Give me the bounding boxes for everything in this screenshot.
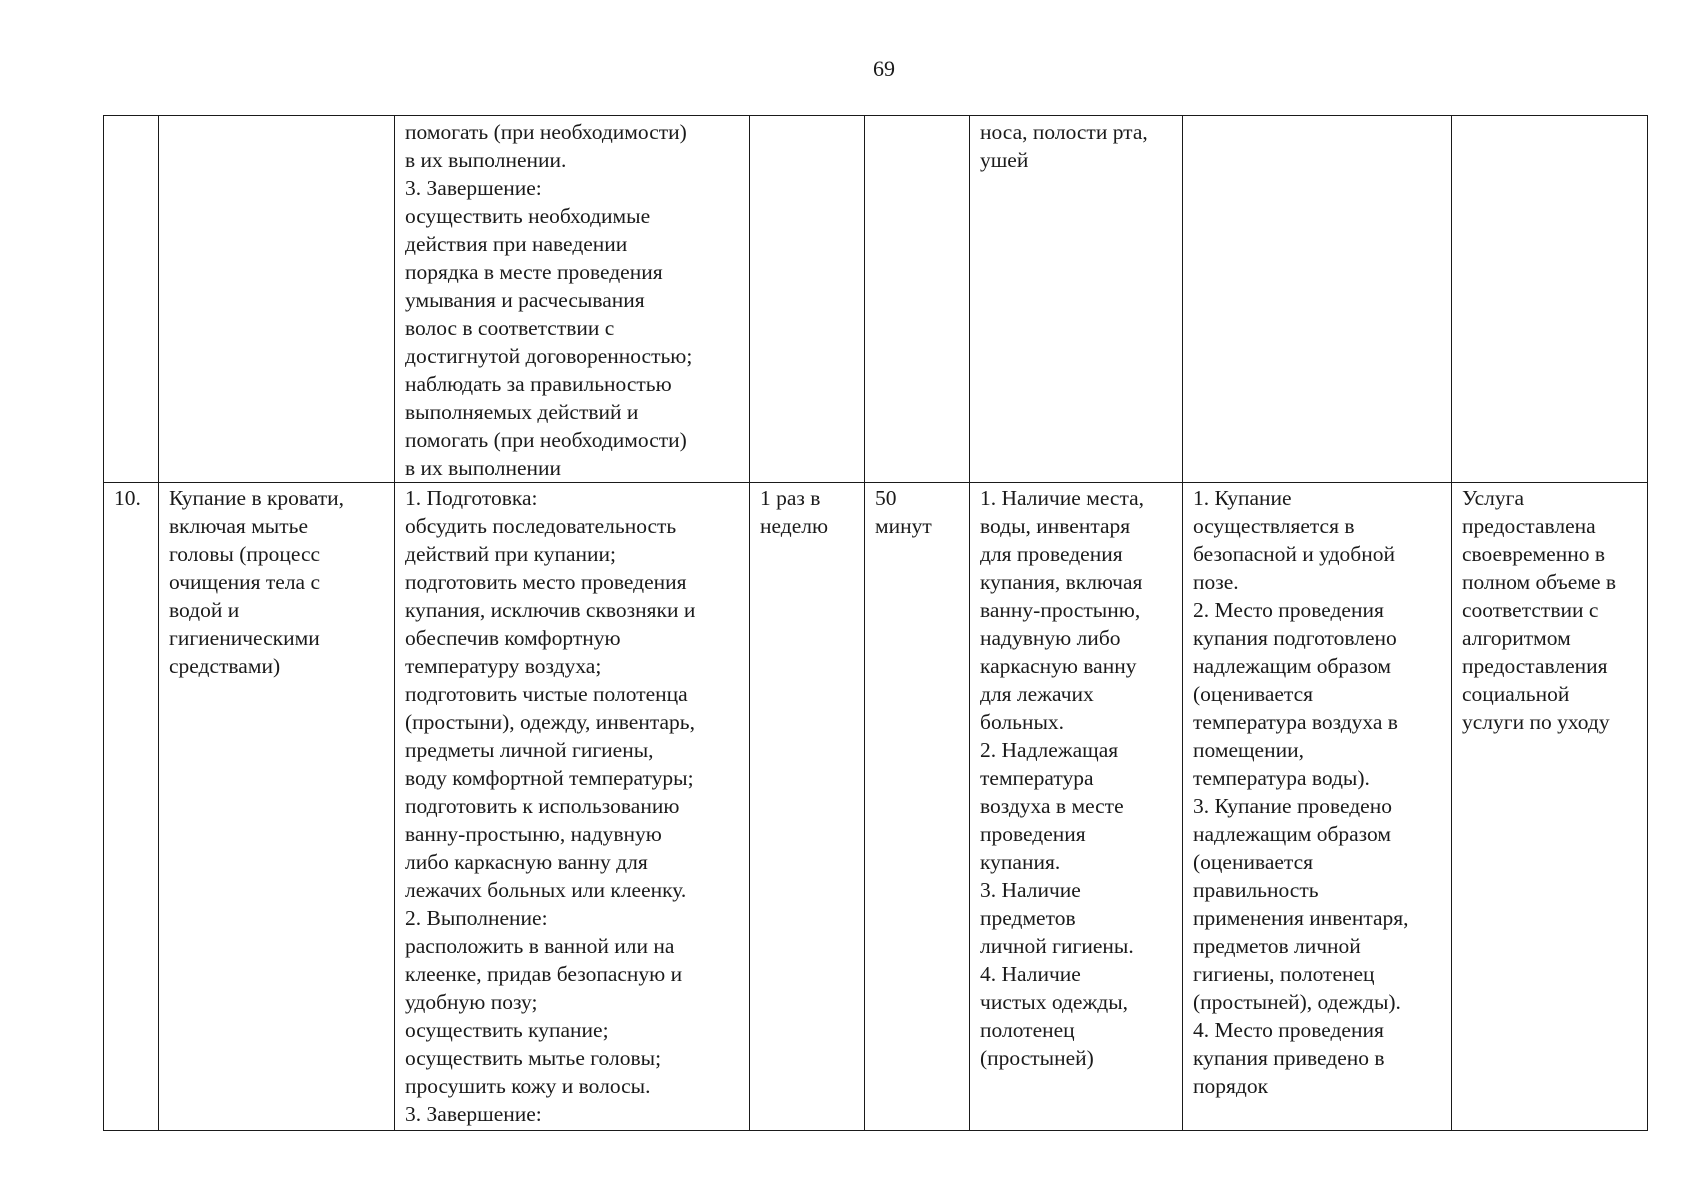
cell-line: удобную позу; [405, 990, 538, 1014]
cell-line: предметы личной гигиены, [405, 738, 654, 762]
cell-line: Услуга [1462, 486, 1525, 510]
cell-line: подготовить к использованию [405, 794, 680, 818]
cell-line: чистых одежды, [980, 990, 1129, 1014]
cell-line: (оценивается [1193, 682, 1314, 706]
table-row-continued [104, 116, 1648, 483]
cell-line: воздуха в месте [980, 794, 1124, 818]
cell-line: 2. Надлежащая [980, 738, 1119, 762]
cell-duration [865, 116, 970, 483]
cell-line: для лежачих [980, 682, 1094, 706]
cell-line: (простыней), одежды). [1193, 990, 1401, 1014]
cell-line: 2. Выполнение: [405, 906, 548, 930]
cell-line: 3. Завершение: [405, 1102, 542, 1126]
cell-line: алгоритмом [1462, 626, 1571, 650]
cell-number [104, 483, 159, 1131]
cell-line: осуществляется в [1193, 514, 1355, 538]
cell-line: полном объеме в [1462, 570, 1617, 594]
cell-line: гигиеническими [169, 626, 320, 650]
cell-line: средствами) [169, 654, 281, 678]
services-table [103, 115, 1648, 1131]
cell-duration [865, 483, 970, 1131]
cell-line: купания. [980, 850, 1061, 874]
cell-line: для проведения [980, 542, 1123, 566]
cell-line: купания приведено в [1193, 1046, 1385, 1070]
cell-line: купания подготовлено [1193, 626, 1397, 650]
cell-line: безопасной и удобной [1193, 542, 1395, 566]
cell-line: помещении, [1193, 738, 1304, 762]
cell-line: наблюдать за правильностью [405, 372, 672, 396]
cell-frequency [750, 483, 865, 1131]
cell-line: (простыни), одежду, инвентарь, [405, 710, 695, 734]
cell-line: достигнутой договоренностью; [405, 344, 693, 368]
cell-line: 3. Купание проведено [1193, 794, 1392, 818]
cell-line: действия при наведении [405, 232, 628, 256]
cell-service-name [159, 116, 395, 483]
cell-line: выполняемых действий и [405, 400, 639, 424]
cell-line: действий при купании; [405, 542, 617, 566]
cell-line: (оценивается [1193, 850, 1314, 874]
cell-line: (простыней) [980, 1046, 1094, 1070]
cell-line: лежачих больных или клеенку. [405, 878, 687, 902]
cell-line: осуществить мытье головы; [405, 1046, 662, 1070]
cell-frequency [750, 116, 865, 483]
cell-line: 10. [114, 486, 141, 510]
cell-line: предметов личной [1193, 934, 1361, 958]
cell-line: в их выполнении. [405, 148, 567, 172]
cell-line: в их выполнении [405, 456, 562, 480]
cell-line: правильность [1193, 878, 1319, 902]
cell-line: 1. Подготовка: [405, 486, 538, 510]
cell-line: температуру воздуха; [405, 654, 602, 678]
cell-line: проведения [980, 822, 1086, 846]
cell-line: надлежащим образом [1193, 822, 1391, 846]
cell-line: ванну-простыню, [980, 598, 1141, 622]
cell-line: предоставления [1462, 654, 1608, 678]
cell-line: применения инвентаря, [1193, 906, 1409, 930]
cell-line: волос в соответствии с [405, 316, 615, 340]
cell-line: осуществить необходимые [405, 204, 651, 228]
cell-line: 1. Наличие места, [980, 486, 1145, 510]
cell-line: купания, исключив сквозняки и [405, 598, 696, 622]
cell-number [104, 116, 159, 483]
cell-line: подготовить место проведения [405, 570, 687, 594]
cell-line: ванну-простыню, надувную [405, 822, 662, 846]
cell-line: просушить кожу и волосы. [405, 1074, 651, 1098]
cell-line: Купание в кровати, [169, 486, 345, 510]
cell-evaluation [1452, 483, 1648, 1131]
table-row-10 [104, 483, 1648, 1131]
cell-line: очищения тела с [169, 570, 321, 594]
cell-line: либо каркасную ванну для [405, 850, 648, 874]
cell-line: каркасную ванну [980, 654, 1137, 678]
cell-line: 4. Место проведения [1193, 1018, 1384, 1042]
page-number: 69 [873, 56, 895, 81]
cell-line: социальной [1462, 682, 1570, 706]
cell-line: температура воды). [1193, 766, 1370, 790]
cell-line: температура воздуха в [1193, 710, 1398, 734]
cell-line: клеенке, придав безопасную и [405, 962, 683, 986]
cell-line: ушей [980, 148, 1029, 172]
cell-line: 3. Наличие [980, 878, 1081, 902]
cell-line: своевременно в [1462, 542, 1605, 566]
cell-description [395, 116, 750, 483]
cell-line: осуществить купание; [405, 1018, 609, 1042]
cell-line: гигиены, полотенец [1193, 962, 1375, 986]
cell-line: 1. Купание [1193, 486, 1292, 510]
cell-line: позе. [1193, 570, 1239, 594]
cell-line: 2. Место проведения [1193, 598, 1384, 622]
cell-line: помогать (при необходимости) [405, 428, 687, 452]
cell-line: больных. [980, 710, 1065, 734]
cell-quality-indicators [1183, 116, 1452, 483]
cell-description [395, 483, 750, 1131]
cell-line: помогать (при необходимости) [405, 120, 687, 144]
cell-line: температура [980, 766, 1094, 790]
cell-line: 4. Наличие [980, 962, 1081, 986]
cell-line: обсудить последовательность [405, 514, 677, 538]
cell-conditions [970, 483, 1183, 1131]
cell-line: 1 раз в [760, 486, 821, 510]
cell-line: расположить в ванной или на [405, 934, 675, 958]
cell-line: воды, инвентаря [980, 514, 1131, 538]
cell-line: обеспечив комфортную [405, 626, 621, 650]
cell-line: подготовить чистые полотенца [405, 682, 688, 706]
cell-line: надувную либо [980, 626, 1121, 650]
cell-line: 3. Завершение: [405, 176, 542, 200]
cell-line: предметов [980, 906, 1076, 930]
cell-line: надлежащим образом [1193, 654, 1391, 678]
cell-line: умывания и расчесывания [405, 288, 645, 312]
cell-line: неделю [760, 514, 829, 538]
cell-line: порядок [1193, 1074, 1269, 1098]
cell-line: порядка в месте проведения [405, 260, 663, 284]
cell-service-name [159, 483, 395, 1131]
cell-quality-indicators [1183, 483, 1452, 1131]
cell-line: предоставлена [1462, 514, 1596, 538]
cell-line: головы (процесс [169, 542, 321, 566]
cell-line: услуги по уходу [1462, 710, 1610, 734]
cell-line: полотенец [980, 1018, 1075, 1042]
cell-line: воду комфортной температуры; [405, 766, 694, 790]
cell-line: личной гигиены. [980, 934, 1134, 958]
cell-line: 50 [875, 486, 897, 510]
cell-line: включая мытье [169, 514, 308, 538]
cell-line: водой и [169, 598, 240, 622]
cell-conditions [970, 116, 1183, 483]
cell-line: носа, полости рта, [980, 120, 1148, 144]
cell-line: купания, включая [980, 570, 1143, 594]
cell-line: соответствии с [1462, 598, 1599, 622]
cell-evaluation [1452, 116, 1648, 483]
cell-line: минут [875, 514, 932, 538]
